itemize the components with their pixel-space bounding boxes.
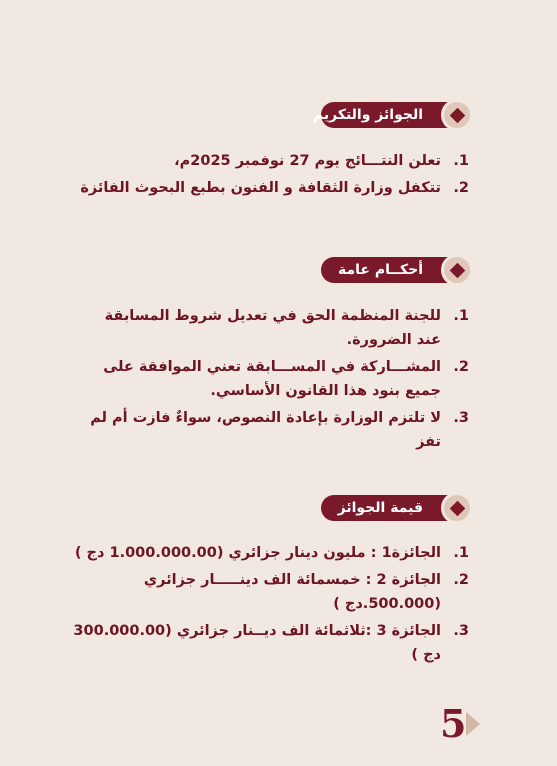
diamond-bullet-icon: [441, 492, 473, 524]
item-text: الجائزة 3 :ثلاثمائة الف ديــنار جزائري (300.000.00 دج ): [73, 623, 441, 663]
arrow-right-icon: [466, 712, 480, 736]
list-item: [79, 149, 469, 173]
prize-value-list: [69, 541, 469, 670]
list-item: [79, 176, 469, 200]
section-header-general-rules: [321, 257, 469, 283]
awards-list: [79, 149, 469, 203]
item-number: 2.: [453, 572, 469, 588]
page-number-digit: 5: [440, 701, 467, 746]
list-item: [89, 304, 469, 352]
section-header-awards: [312, 102, 469, 128]
item-text: لا تلتزم الوزارة بإعادة النصوص، سواءٌ فازت أم لم تفز: [90, 410, 441, 450]
page-number: [440, 702, 478, 746]
section-title: أحكــام عامة: [338, 262, 423, 278]
diamond-bullet-icon: [441, 99, 473, 131]
item-number: 2.: [453, 180, 469, 196]
item-number: 2.: [453, 359, 469, 375]
list-item: [69, 619, 469, 667]
item-text: تعلن النتـــائج يوم 27 نوفمبر 2025م،: [174, 153, 441, 169]
item-number: 1.: [453, 308, 469, 324]
item-number: 3.: [453, 623, 469, 639]
item-number: 1.: [453, 545, 469, 561]
item-text: تتكفل وزارة الثقافة و الفنون بطبع البحوث الفائزة: [80, 180, 441, 196]
item-number: 1.: [453, 153, 469, 169]
item-number: 3.: [453, 410, 469, 426]
list-item: [89, 355, 469, 403]
section-title: قيمة الجوائز: [337, 500, 423, 516]
item-text: الجائزة 2 : خمسمائة الف دينـــــار جزائري (500.000.دج ): [143, 572, 441, 612]
item-text: للجنة المنظمة الحق في تعديل شروط المسابقة عند الضرورة.: [104, 308, 441, 348]
diamond-bullet-icon: [441, 254, 473, 286]
section-title: الجوائز والتكريم: [312, 107, 423, 123]
list-item: [89, 406, 469, 454]
section-header-prize-value: [321, 495, 469, 521]
list-item: [69, 541, 469, 565]
list-item: [69, 568, 469, 616]
item-text: الجائزة1 : مليون دينار جزائري (1.000.000.00 دج ): [74, 545, 441, 561]
item-text: المشـــاركة في المســـابقة تعني الموافقة على جميع بنود هذا القانون الأساسي.: [103, 359, 441, 399]
general-rules-list: [89, 304, 469, 457]
